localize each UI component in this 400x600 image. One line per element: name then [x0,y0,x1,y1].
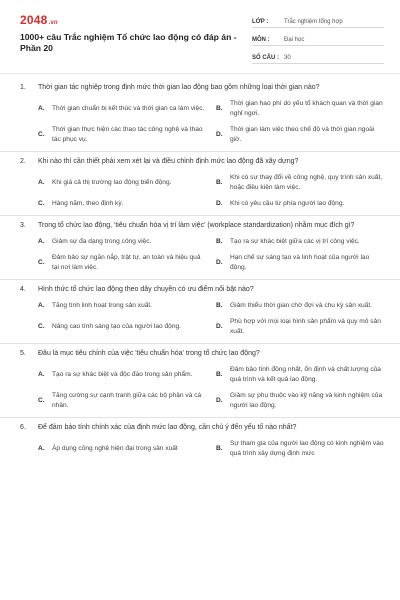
meta-value: Đại học [284,37,305,43]
question-text: Để đảm bảo tính chính xác của định mức lao động, cần chú ý đến yếu tố nào nhất? [38,424,297,431]
option-grid [20,295,384,343]
question-text: Trong tổ chức lao động, 'tiêu chuẩn hóa vị trí làm việc' (workplace standardization) nhằm mục đích gì? [38,222,355,229]
meta-key: SỐ CÂU : [252,55,279,61]
question-text: Thời gian tác nghiệp trong định mức thời gian lao động bao gồm những loại thời gian nào? [38,84,320,91]
option-grid [20,433,384,465]
logo-text: 2048 [20,13,48,27]
meta-value: 30 [284,55,291,61]
option-letter: B. [216,238,223,245]
option-letter: B. [216,105,223,112]
meta-value: Trắc nghiệm tổng hợp [284,19,343,25]
option-letter: A. [38,105,45,112]
option-text: Khi giá cả thị trường lao động biến động. [52,179,172,186]
option-grid [20,359,384,417]
option-b[interactable] [216,173,384,193]
option-letter: B. [216,371,223,378]
option-text: Hạn chế sự sáng tạo và linh hoạt của người lao động. [230,254,370,271]
option-text: Thời gian hao phí do yếu tố khách quan và thời gian nghỉ ngơi. [230,100,383,117]
option-text: Giảm sự phụ thuộc vào kỹ năng và kinh nghiệm của người lao động. [230,392,383,409]
option-letter: D. [216,131,223,138]
question-header [20,344,384,359]
option-text: Giảm sự đa dạng trong công việc. [52,238,152,245]
question-list [0,78,400,465]
question-header [20,216,384,231]
option-d[interactable] [216,125,384,145]
option-text: Thời gian làm việc theo chế độ và thời gian ngoài giờ. [230,126,375,143]
option-c[interactable] [38,199,206,209]
option-d[interactable] [216,253,384,273]
option-letter: B. [216,179,223,186]
option-text: Hàng năm, theo định kỳ. [52,200,124,207]
option-text: Sự tham gia của người lao động có kinh nghiệm vào quá trình xây dựng định mức [230,440,384,457]
option-b[interactable] [216,439,384,459]
header [0,0,400,72]
question-text: Khi nào thì cần thiết phải xem xét lại và điều chỉnh định mức lao động đã xây dựng? [38,158,299,165]
option-grid [20,231,384,279]
option-letter: C. [38,131,45,138]
option-letter: D. [216,259,223,266]
option-b[interactable] [216,237,384,247]
question-header [20,280,384,295]
meta-key: MÔN : [252,37,270,43]
option-a[interactable] [38,173,206,193]
option-text: Đảm bảo tính đồng nhất, ổn định và chất lượng của quá trình và kết quả lao động. [230,366,381,383]
meta-panel [252,12,384,66]
option-text: Áp dụng công nghệ hiện đại trong sản xuất [52,445,178,452]
option-letter: A. [38,445,45,452]
option-b[interactable] [216,99,384,119]
option-c[interactable] [38,391,206,411]
option-a[interactable] [38,237,206,247]
question-item [0,344,400,418]
site-logo[interactable] [20,13,58,27]
option-letter: A. [38,371,45,378]
question-item [0,216,400,280]
meta-row-class [252,12,384,28]
question-number: 2. [20,158,26,165]
option-c[interactable] [38,253,206,273]
option-text: Tạo ra sự khác biệt và độc đáo trong sản phẩm. [52,371,193,378]
option-c[interactable] [38,317,206,337]
option-text: Khi có yêu cầu từ phía người lao động. [230,200,345,207]
option-d[interactable] [216,199,384,209]
option-text: Tăng tính linh hoạt trong sản xuất. [52,302,153,309]
option-letter: A. [38,179,45,186]
page-title: 1000+ câu Trắc nghiệm Tổ chức lao động có đáp án - Phần 20 [20,32,237,53]
option-text: Thời gian thực hiện các thao tác công nghệ và thao tác phục vụ. [52,126,203,143]
question-header [20,78,384,93]
option-d[interactable] [216,391,384,411]
option-letter: D. [216,323,223,330]
question-header [20,418,384,433]
option-a[interactable] [38,439,206,459]
question-text: Đâu là mục tiêu chính của việc 'tiêu chuẩn hóa' trong tổ chức lao động? [38,350,260,357]
option-letter: B. [216,445,223,452]
option-letter: D. [216,200,223,207]
meta-row-count [252,48,384,64]
question-text: Hình thức tổ chức lao động theo dây chuyền có ưu điểm nổi bật nào? [38,286,254,293]
question-item [0,280,400,344]
option-letter: D. [216,397,223,404]
option-a[interactable] [38,365,206,385]
option-letter: C. [38,397,45,404]
option-letter: C. [38,200,45,207]
option-letter: C. [38,259,45,266]
option-text: Khi có sự thay đổi về công nghệ, quy trình sản xuất, hoặc điều kiện làm việc. [230,174,383,191]
option-letter: B. [216,302,223,309]
divider [0,73,400,74]
option-text: Tăng cường sự cạnh tranh giữa các bộ phận và cá nhân. [52,392,202,409]
question-number: 1. [20,84,26,91]
question-item [0,152,400,216]
option-b[interactable] [216,301,384,311]
question-number: 3. [20,222,26,229]
option-c[interactable] [38,125,206,145]
option-text: Tạo ra sự khác biệt giữa các vị trí công việc. [230,238,360,245]
option-text: Phù hợp với mọi loại hình sản phẩm và quy mô sản xuất. [230,318,381,335]
meta-key: LỚP : [252,19,269,25]
option-a[interactable] [38,301,206,311]
option-text: Đảm bảo sự ngăn nắp, trật tự, an toàn và hiệu quả tại nơi làm việc. [52,254,201,271]
option-letter: C. [38,323,45,330]
question-number: 5. [20,350,26,357]
option-a[interactable] [38,99,206,119]
option-letter: A. [38,238,45,245]
option-text: Giảm thiểu thời gian chờ đợi và chu kỳ sản xuất. [230,302,372,309]
option-d[interactable] [216,317,384,337]
option-grid [20,167,384,215]
option-text: Nâng cao tính sáng tạo của người lao động. [52,323,181,330]
question-header [20,152,384,167]
question-number: 6. [20,424,26,431]
question-item [0,418,400,465]
option-letter: A. [38,302,45,309]
question-item [0,78,400,152]
question-number: 4. [20,286,26,293]
option-grid [20,93,384,151]
option-b[interactable] [216,365,384,385]
option-text: Thời gian chuẩn bị kết thúc và thời gian ca làm việc. [52,105,205,112]
logo-suffix: .vn [48,20,58,26]
meta-row-subject [252,30,384,46]
